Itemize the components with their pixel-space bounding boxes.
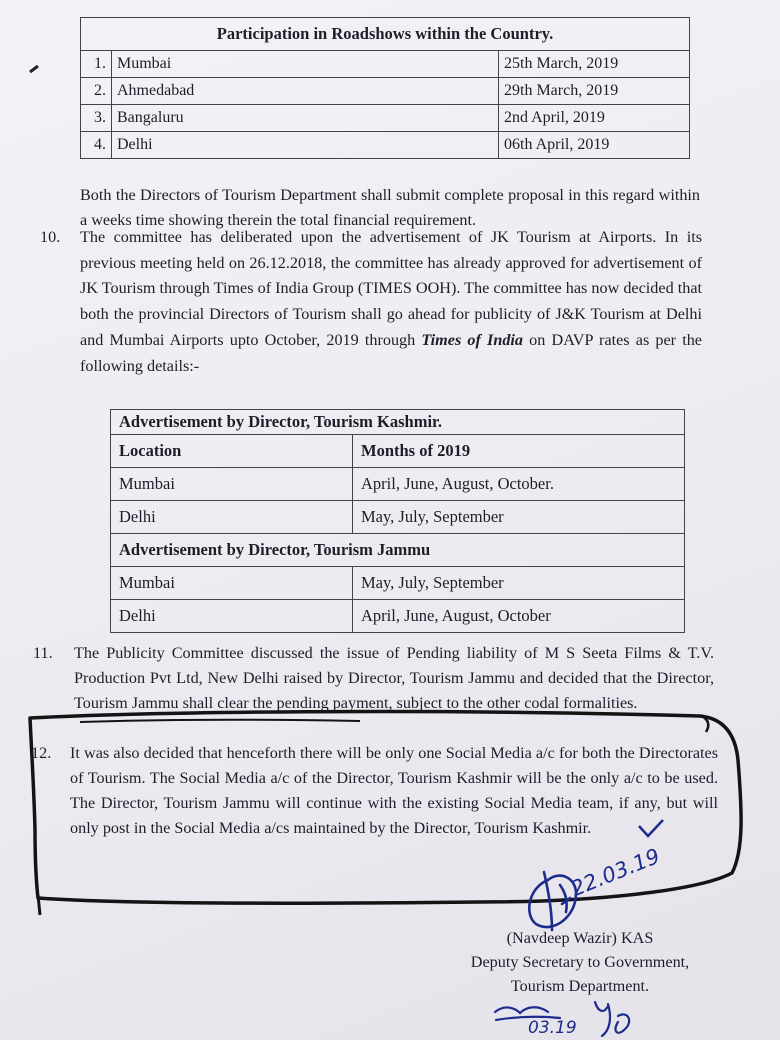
signature-block [440, 926, 720, 998]
table-row [111, 501, 685, 534]
item-12-number: 12. [31, 744, 52, 762]
handwritten-date: 22.03.19 [567, 843, 664, 902]
date-cell: 06th April, 2019 [499, 132, 690, 159]
signatory-department: Tourism Department. [510, 977, 650, 995]
item-10-number: 10. [40, 228, 61, 246]
location-cell: Mumbai [111, 468, 353, 501]
item-10-paragraph [80, 225, 702, 379]
item-12-paragraph: It was also decided that henceforth there will be only one Social Media a/c for both the Directorates of Tourism. The Social Media a/c of the Director, Tourism Kashmir will be the only a/c to be used. The Director, Tourism Jammu will continue with the existing Social Media team, if any, but will only post in the Social Media a/cs maintained by the Director, Tourism Kashmir. [70, 744, 718, 837]
months-header: Months of 2019 [353, 435, 685, 468]
bottom-handwritten-date: 03.19 [528, 1018, 577, 1038]
table-row [81, 105, 690, 132]
location-header: Location [111, 435, 353, 468]
roadshows-table [80, 17, 690, 159]
table-row [111, 567, 685, 600]
times-of-india-emphasis: Times of India [421, 330, 524, 349]
location-cell: Delhi [111, 600, 353, 633]
date-cell: 25th March, 2019 [499, 51, 690, 78]
months-cell: April, June, August, October [353, 600, 685, 633]
item-11-paragraph: The Publicity Committee discussed the issue of Pending liability of M S Seeta Films & T.V. Production Pvt Ltd, New Delhi raised by Director, Tourism Jammu and decided that the Director, Tourism Jammu shall clear the pending payment, subject to the other codal formalities. [74, 644, 714, 712]
signatory-designation: Deputy Secretary to Government, [470, 953, 690, 971]
row-number: 3. [81, 105, 112, 132]
item-10-text-b: on DAVP rates as per the following details:- [80, 330, 702, 375]
date-cell: 2nd April, 2019 [499, 105, 690, 132]
proposal-paragraph: Both the Directors of Tourism Department shall submit complete proposal in this regard within a weeks time showing therein the total financial requirement. [80, 186, 700, 229]
months-cell: May, July, September [353, 567, 685, 600]
row-number: 1. [81, 51, 112, 78]
signatory-name: (Navdeep Wazir) KAS [506, 929, 654, 947]
months-cell: May, July, September [353, 501, 685, 534]
table-row [111, 600, 685, 633]
advertisement-table [110, 409, 685, 633]
city-cell: Delhi [112, 132, 499, 159]
row-number: 4. [81, 132, 112, 159]
date-cell: 29th March, 2019 [499, 78, 690, 105]
city-cell: Mumbai [112, 51, 499, 78]
row-number: 2. [81, 78, 112, 105]
item-11-number: 11. [33, 644, 53, 662]
location-cell: Delhi [111, 501, 353, 534]
roadshows-title: Participation in Roadshows within the Country. [81, 18, 690, 51]
jammu-heading: Advertisement by Director, Tourism Jammu [111, 534, 685, 567]
table-row [111, 468, 685, 501]
months-cell: April, June, August, October. [353, 468, 685, 501]
strikethrough-line [80, 720, 360, 722]
city-cell: Bangaluru [112, 105, 499, 132]
table-row [81, 51, 690, 78]
table-row [81, 78, 690, 105]
city-cell: Ahmedabad [112, 78, 499, 105]
kashmir-heading: Advertisement by Director, Tourism Kashmir. [111, 410, 685, 435]
location-cell: Mumbai [111, 567, 353, 600]
table-row [81, 132, 690, 159]
item-10-text-a: The committee has deliberated upon the advertisement of JK Tourism at Airports. In its previous meeting held on 26.12.2018, the committee has already approved for advertisement of JK Tourism through Times of India Group (TIMES OOH). The committee has now decided that both the provincial Directors of Tourism shall go ahead for publicity of J&K Tourism at Delhi and Mumbai Airports upto October, 2019 through [80, 228, 702, 349]
